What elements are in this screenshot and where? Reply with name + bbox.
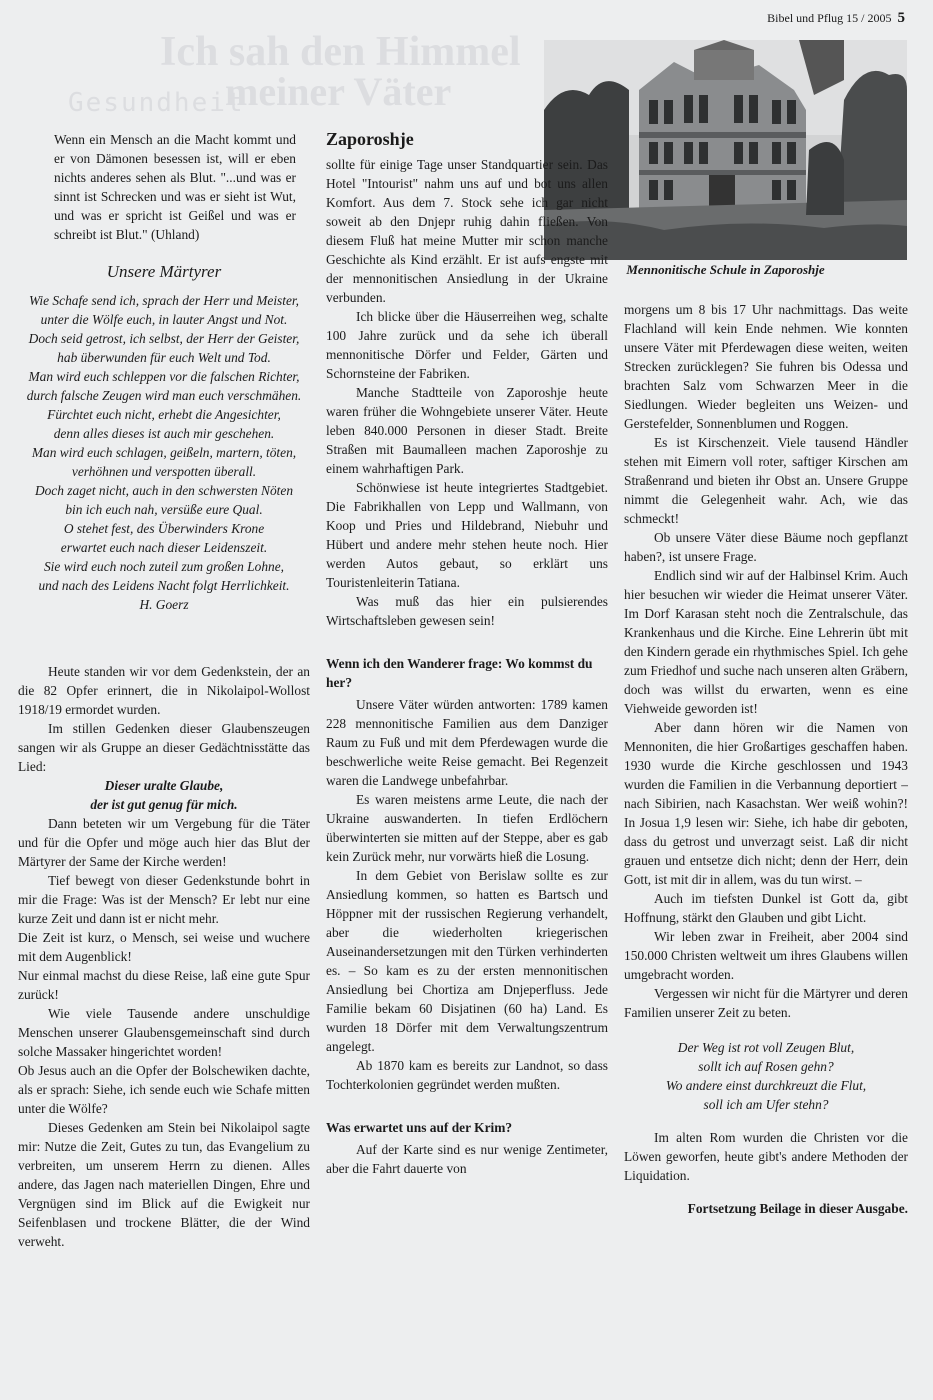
paragraph: Dann beteten wir um Vergebung für die Täter und für die Opfer und möge auch hier das Blut der Märtyrer der Same der Kirche werden!: [18, 816, 310, 869]
continuation-note: Fortsetzung Beilage in dieser Ausgabe.: [687, 1201, 908, 1216]
paragraph: morgens um 8 bis 17 Uhr nachmittags. Das weite Flachland will kein Ende nehmen. Wie konnten unsere Väter mit Pferdewagen diese weiten, weiten Strecken zurücklegen? Sie fuhren bis Odessa und brachten Salz vom Schwarzen Meer in die Siedlungen. Wieder begleiten uns Weizen- und Gerstefelder, Sonnenblumen und Roggen.: [624, 302, 908, 431]
paragraph: Im alten Rom wurden die Christen vor die Löwen geworfen, heute gibt's andere Methoden der Liquidation.: [624, 1130, 908, 1183]
paragraph: sollte für einige Tage unser Standquartier sein. Das Hotel "Intourist" nahm uns auf und bot uns allen Komfort. Aus dem 7. Stock sehe ich gar nicht soweit ab den Dnjepr ruhig dahin fließen. Von diesem Fluß hat meine Mutter mir schon manche Geschichte als Kind erzählt. Er ist aufs engste mit der mennonitischen Ansiedlung in der Ukraine verbunden.: [326, 157, 608, 305]
paragraph: Auch im tiefsten Dunkel ist Gott da, gibt Hoffnung, stärkt den Glauben und gibt Licht.: [624, 891, 908, 925]
paragraph: Aber dann hören wir die Namen von Mennoniten, die hier Großartiges geschaffen haben. 1930 wurde die Kirche geschlossen und 1943 wurden die Familien in die Verbannung deportiert – nach Sibirien, nach Kasachstan. Wer weiß wohin?! In Josua 1,9 lesen wir: Siehe, ich habe dir geboten, dass du getrost und unverzagt seist. Laß dir nicht grauen und entsetze dich nicht; denn der Herr, dein Gott, ist mit dir in allem, was du tun wirst. –: [624, 720, 908, 887]
poem-title: Unsere Märtyrer: [106, 262, 222, 281]
paragraph: Ab 1870 kam es bereits zur Landnot, so dass Tochterkolonien gegründet werden mußten.: [326, 1058, 608, 1092]
poem-line: O stehet fest, des Überwinders Krone: [63, 521, 265, 536]
ghost-title-line2: meiner Väter: [225, 69, 452, 114]
poem-line: und nach des Leidens Nacht folgt Herrlichkeit.: [38, 578, 290, 593]
subheading-krim: Was erwartet uns auf der Krim?: [326, 1120, 513, 1135]
ghost-title-line1: Ich sah den Himmel: [160, 29, 521, 75]
poem-line: Doch zaget nicht, auch in den schwersten Nöten: [34, 483, 294, 498]
song-refrain-line: der ist gut genug für mich.: [90, 797, 238, 812]
running-header: [767, 10, 905, 27]
publication-name: Bibel und Pflug 15 / 2005: [767, 11, 892, 25]
poem-line: verhöhnen und verspotten überall.: [71, 464, 257, 479]
poem-line: Man wird euch schlagen, geißeln, martern, töten,: [31, 445, 297, 460]
poem-line: durch falsche Zeugen wird man euch verschmähen.: [26, 388, 302, 403]
paragraph: Es ist Kirschenzeit. Viele tausend Händler stehen mit Eimern voll roter, saftiger Kirschen am Straßenrand und bieten ihr Obst an. Unsere Gruppe nimmt die Gelegenheit wahr. Ach, wie das schmeckt!: [624, 435, 908, 526]
column-2: [326, 130, 608, 1178]
poem-line: hab überwunden für euch Welt und Tod.: [57, 350, 271, 365]
poem-line: denn alles dieses ist auch mir geschehen.: [53, 426, 275, 441]
paragraph: Im stillen Gedenken dieser Glaubenszeugen sangen wir als Gruppe an dieser Gedächtnisstätte das Lied:: [18, 721, 310, 774]
paragraph: Unsere Väter würden antworten: 1789 kamen 228 mennonitische Familien aus dem Danziger Raum zu Fuß und mit dem Pferdewagen wurde die beschwerliche weite Reise gemacht. Bei Regenzeit waren die Landwege unbefahrbar.: [326, 697, 608, 788]
song-refrain-line: Dieser uralte Glaube,: [104, 778, 224, 793]
paragraph: Schönwiese ist heute integriertes Stadtgebiet. Die Fabrikhallen von Lepp und Wallmann, von Koop und Pries und Hildebrand, Niebuhr und Hübert und andere mehr stehen heute noch. Hier werden Autos gebaut, so erklärt uns Touristenleiterin Tatiana.: [326, 480, 608, 590]
paragraph: Ich blicke über die Häuserreihen weg, schalte 100 Jahre zurück und da sehe ich überall mennonitische Dörfer und Felder, Gärten und Schornsteine der Fabriken.: [326, 309, 608, 381]
poem-line: unter die Wölfe euch, in lauter Angst und Not.: [40, 312, 288, 327]
poem-line: Der Weg ist rot voll Zeugen Blut,: [677, 1040, 855, 1055]
paragraph: Wir leben zwar in Freiheit, aber 2004 sind 150.000 Christen weltweit um ihres Glaubens willen umgebracht worden.: [624, 929, 908, 982]
paragraph: Heute standen wir vor dem Gedenkstein, der an die 82 Opfer erinnert, die in Nikolaipol-Wollost 1918/19 ermordet wurden.: [18, 664, 310, 717]
photo-caption: Mennonitische Schule in Zaporoshje: [626, 262, 825, 277]
subheading-wanderer: Wenn ich den Wanderer frage: Wo kommst du her?: [326, 656, 593, 690]
paragraph: Manche Stadtteile von Zaporoshje heute waren früher die Wohngebiete unserer Väter. Heute leben 840.000 Personen in dieser Stadt. Breite Straßen mit Baumalleen machen Zaporoshje zu einem wahrhaftigen Park.: [326, 385, 608, 476]
intro-quote: Wenn ein Mensch an die Macht kommt und er von Dämonen besessen ist, will er eben nichts anderes sehen als Blut. "...und was er sinnt ist Schrecken und was er sieht ist Wut, und was er spricht ist Geißel und was er schreibt ist Blut." (Uhland): [54, 132, 296, 242]
paragraph: Ob unsere Väter diese Bäume noch gepflanzt haben?, ist unsere Frage.: [624, 530, 908, 564]
poem-line: Wie Schafe send ich, sprach der Herr und Meister,: [29, 293, 299, 308]
paragraph: Die Zeit ist kurz, o Mensch, sei weise und wuchere mit dem Augenblick!: [18, 930, 310, 964]
paragraph: Wie viele Tausende andere unschuldige Menschen unserer Glaubensgemeinschaft sind durch solche Massaker hingerichtet worden!: [18, 1006, 310, 1059]
paragraph: Endlich sind wir auf der Halbinsel Krim. Auch hier besuchen wir wieder die Heimat unserer Väter. Im Dorf Karasan steht noch die Zentralschule, das Krankenhaus und die Kirche. Eine Lehrerin übt mit den Kindern gerade ein rhythmisches Spiel. Ich gehe zum Friedhof und suche nach unseren alten Gräbern, doch was willst du erwarten, wenn es eine Viehweide geworden ist!: [624, 568, 908, 716]
closing-poem: [624, 1038, 908, 1114]
poem-line: Man wird euch schleppen vor die falschen Richter,: [28, 369, 300, 384]
paragraph: Dieses Gedenken am Stein bei Nikolaipol sagte mir: Nutze die Zeit, Gutes zu tun, das Evangelium zu verbreiten, um unserem Herrn zu dienen. Alles andere, das Jagen nach materiellen Dingen, Ehre und Vergnügen sind im Blick auf die Ewigkeit nur Seifenblasen und trockene Blätter, die der Wind verweht.: [18, 1120, 310, 1249]
section-heading-zaporoshje: Zaporoshje: [326, 129, 414, 149]
poem-line: Sie wird euch noch zuteil zum großen Lohne,: [43, 559, 284, 574]
poem-line: erwartet euch nach dieser Leidenszeit.: [60, 540, 268, 555]
poem-line: soll ich am Ufer stehn?: [703, 1097, 829, 1112]
poem-line: Wo andere einst durchkreuzt die Flut,: [665, 1078, 867, 1093]
paragraph: Tief bewegt von dieser Gedenkstunde bohrt in mir die Frage: Was ist der Mensch? Er lebt nur eine kurze Zeit und dann ist er nicht mehr.: [18, 873, 310, 926]
paragraph: Ob Jesus auch an die Opfer der Bolschewiken dachte, als er sprach: Siehe, ich sende euch wie Schafe mitten unter die Wölfe?: [18, 1063, 310, 1116]
poem-line: Fürchtet euch nicht, erhebt die Angesichter,: [47, 407, 281, 422]
column-1: [18, 130, 310, 1251]
poem-line: sollt ich auf Rosen gehn?: [698, 1059, 834, 1074]
poem: [18, 291, 310, 595]
poem-line: bin ich euch nah, versüße eure Qual.: [65, 502, 263, 517]
paragraph: Nur einmal machst du diese Reise, laß eine gute Spur zurück!: [18, 968, 310, 1002]
column-3: [624, 300, 908, 1218]
page-number: 5: [897, 10, 905, 26]
paragraph: Vergessen wir nicht für die Märtyrer und deren Familien unserer Zeit zu beten.: [624, 986, 908, 1020]
paragraph: Was muß das hier ein pulsierendes Wirtschaftsleben gewesen sein!: [326, 594, 608, 628]
paragraph: In dem Gebiet von Berislaw sollte es zur Ansiedlung kommen, so hatten es Bartsch und Höppner mit der russischen Regierung verhandelt, aber die wiederholten kriegerischen Auseinandersetzungen mit den Türken verhinderten es. – So kam es zu der ersten mennonitischen Ansiedlung bei Chortiza am Dnjeperfluss. Jede Familie bekam 60 Disjatinen (60 ha) Land. Es wurden 18 Dörfer mit dem Verwaltungszentrum angelegt.: [326, 868, 608, 1054]
paragraph: Es waren meistens arme Leute, die nach der Ukraine auswanderten. In tiefen Erdlöchern überwinterten sie mitten auf der Steppe, aber es gab kein Zurück mehr, nur vorwärts hieß die Losung.: [326, 792, 608, 864]
ghost-word: Gesundheit: [68, 88, 245, 118]
paragraph: Auf der Karte sind es nur wenige Zentimeter, aber die Fahrt dauerte von: [326, 1142, 608, 1176]
poem-line: Doch seid getrost, ich selbst, der Herr der Geister,: [28, 331, 300, 346]
poem-author: H. Goerz: [139, 597, 189, 612]
